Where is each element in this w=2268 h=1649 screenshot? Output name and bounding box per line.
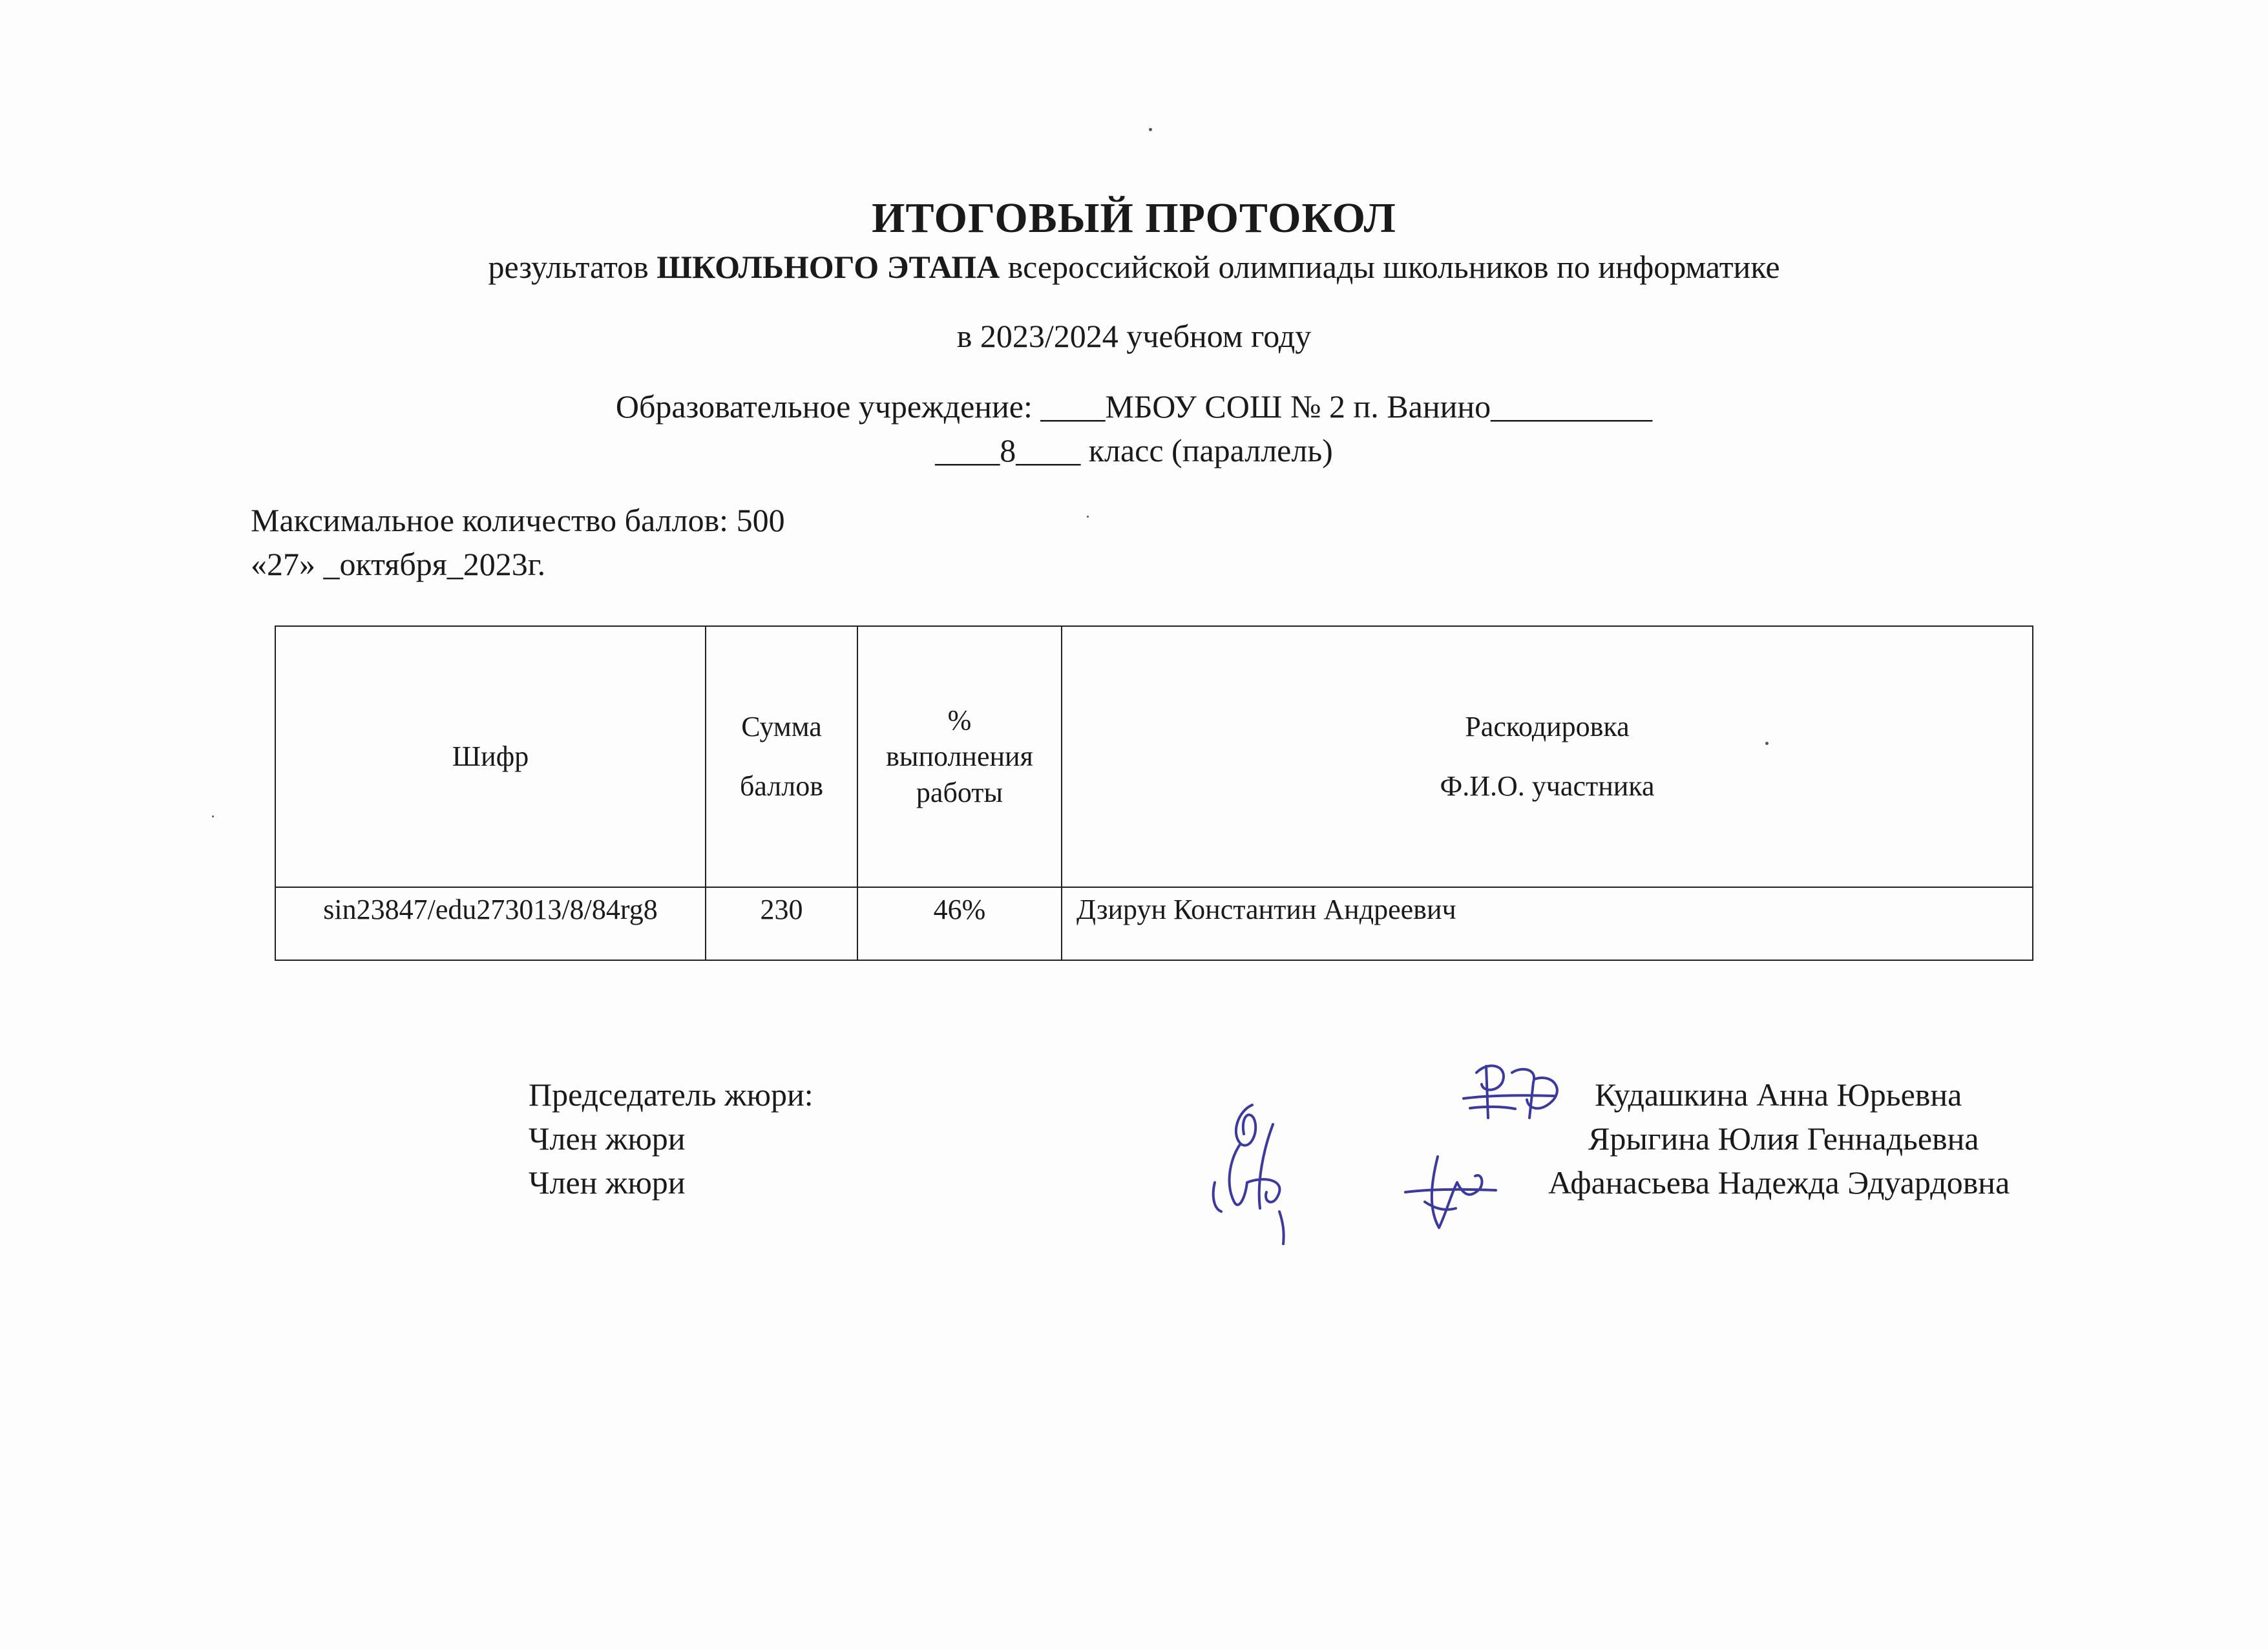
jury-chair-name: Кудашкина Анна Юрьевна — [1595, 1077, 1962, 1113]
scan-speck — [1149, 128, 1152, 131]
member2-signature-icon — [1399, 1144, 1502, 1241]
jury-member2-name: Афанасьева Надежда Эдуардовна — [1548, 1164, 2010, 1201]
cell-percent: 46% — [857, 887, 1062, 960]
header-sum: Сумма баллов — [706, 626, 857, 887]
header-percent: % выполнения работы — [857, 626, 1062, 887]
subtitle — [0, 244, 2268, 289]
table-header-row — [275, 626, 2033, 887]
results-table — [275, 625, 2033, 961]
grade-line: ____8____ класс (параллель) — [935, 432, 1333, 468]
cell-sum: 230 — [706, 887, 857, 960]
academic-year: в 2023/2024 учебном году — [956, 318, 1312, 354]
scan-speck — [1765, 742, 1769, 745]
page-title: ИТОГОВЫЙ ПРОТОКОЛ — [872, 194, 1396, 242]
cell-participant-name: Дзирун Константин Андреевич — [1062, 887, 2033, 960]
subtitle-prefix: результатов — [488, 249, 657, 285]
school-line: Образовательное учреждение: ____МБОУ СОШ № 2 п. Ванино__________ — [615, 388, 1653, 425]
scan-speck — [212, 815, 214, 817]
header-cipher: Шифр — [275, 626, 706, 887]
table-row — [275, 887, 2033, 960]
scan-speck — [1087, 516, 1089, 518]
max-points: Максимальное количество баллов: 500 — [251, 502, 785, 538]
jury-member1-name: Ярыгина Юлия Геннадьевна — [1588, 1120, 1979, 1157]
jury-member1-label: Член жюри — [529, 1120, 686, 1157]
cell-cipher: sin23847/edu273013/8/84rg8 — [275, 887, 706, 960]
jury-member2-label: Член жюри — [529, 1164, 686, 1201]
subtitle-suffix: всероссийской олимпиады школьников по информатике — [1000, 249, 1780, 285]
chair-signature-icon — [1457, 1053, 1573, 1137]
protocol-date: «27» _октября_2023г. — [251, 546, 546, 582]
subtitle-stage: ШКОЛЬНОГО ЭТАПА — [656, 249, 1000, 285]
member1-signature-icon — [1202, 1098, 1318, 1254]
header-decode: Раскодировка Ф.И.О. участника — [1062, 626, 2033, 887]
jury-chair-label: Председатель жюри: — [529, 1077, 814, 1113]
